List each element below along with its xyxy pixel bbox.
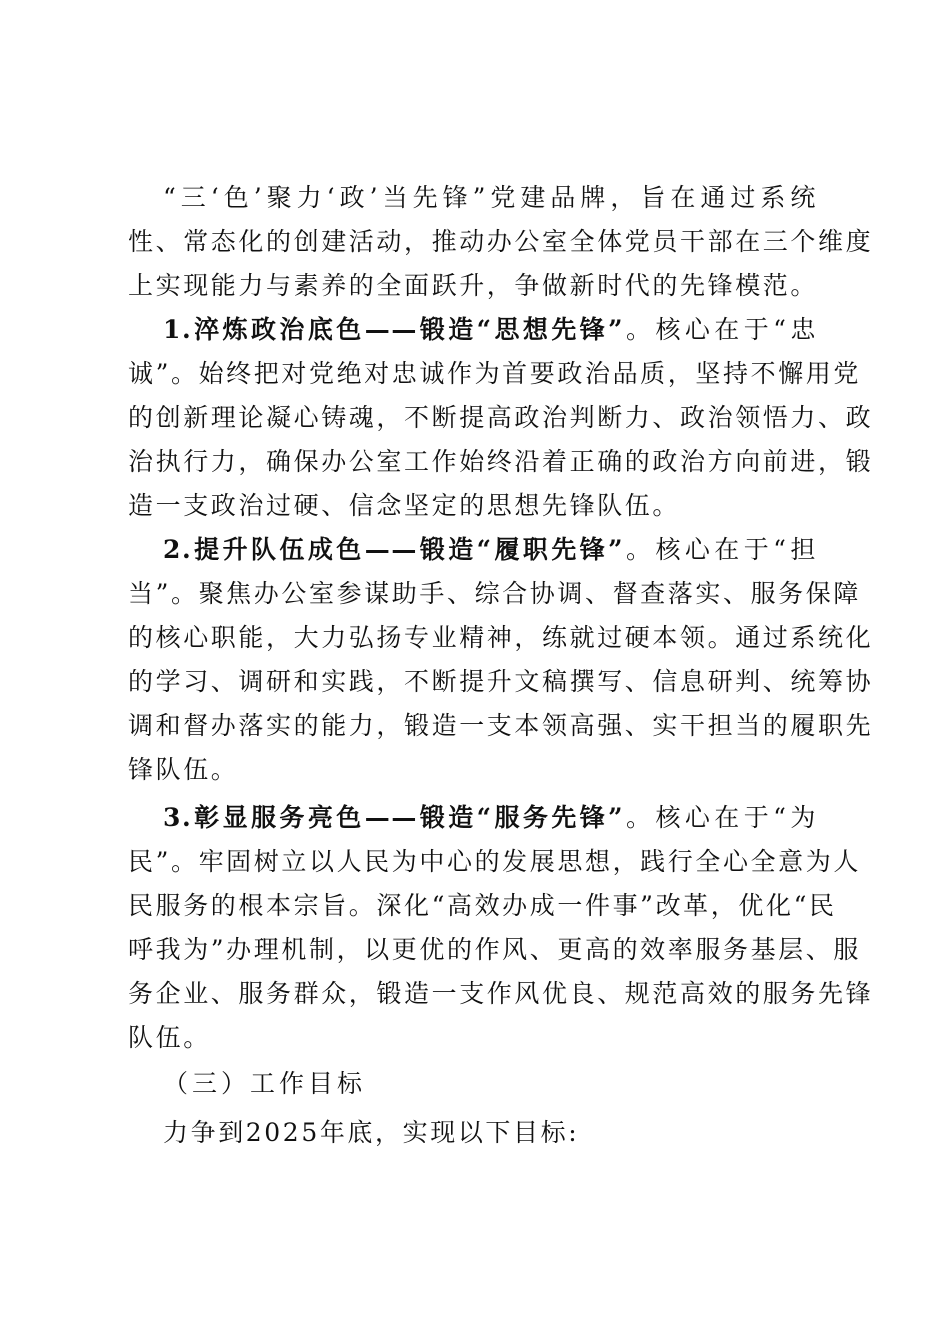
goal-line: 力争到2025年底，实现以下目标:: [163, 1118, 580, 1147]
item-1-line-1: [163, 312, 818, 348]
item-1-line-5: 造一支政治过硬、信念坚定的思想先锋队伍。: [128, 491, 681, 520]
item-2-line-5: 调和督办落实的能力，锻造一支本领高强、实干担当的履职先: [128, 711, 874, 740]
item-3-line-2: 民”。牢固树立以人民为中心的发展思想，践行全心全意为人: [128, 847, 861, 876]
item-3-line-6: 队伍。: [128, 1023, 211, 1052]
item-2-line-1: [163, 532, 818, 568]
item-1-line-1-rest: 。核心在于“忠: [624, 315, 818, 344]
item-2-line-2: 当”。聚焦办公室参谋助手、综合协调、督查落实、服务保障: [128, 579, 861, 608]
intro-line-3: 上实现能力与素养的全面跃升，争做新时代的先锋模范。: [128, 271, 819, 300]
item-1-heading: 1.淬炼政治底色——锻造“思想先锋”: [163, 315, 625, 344]
item-3-line-4: 呼我为”办理机制，以更优的作风、更高的效率服务基层、服: [128, 935, 861, 964]
intro-line-1: “三‘色’聚力‘政’当先锋”党建品牌，旨在通过系统: [163, 183, 818, 212]
intro-line-2: 性、常态化的创建活动，推动办公室全体党员干部在三个维度: [128, 227, 874, 256]
item-1-line-4: 治执行力，确保办公室工作始终沿着正确的政治方向前进，锻: [128, 447, 874, 476]
item-2-line-3: 的核心职能，大力弘扬专业精神，练就过硬本领。通过系统化: [128, 623, 874, 652]
item-3-line-5: 务企业、服务群众，锻造一支作风优良、规范高效的服务先锋: [128, 979, 874, 1008]
item-2-line-4: 的学习、调研和实践，不断提升文稿撰写、信息研判、统筹协: [128, 667, 874, 696]
item-3-line-3: 民服务的根本宗旨。深化“高效办成一件事”改革，优化“民: [128, 891, 837, 920]
item-3-heading: 3.彰显服务亮色——锻造“服务先锋”: [163, 803, 625, 832]
item-1-line-2: 诚”。始终把对党绝对忠诚作为首要政治品质，坚持不懈用党: [128, 359, 861, 388]
section-heading: （三）工作目标: [163, 1069, 367, 1098]
item-3-line-1-rest: 。核心在于“为: [624, 803, 818, 832]
item-2-line-6: 锋队伍。: [128, 755, 239, 784]
item-2-heading: 2.提升队伍成色——锻造“履职先锋”: [163, 535, 625, 564]
item-2-line-1-rest: 。核心在于“担: [624, 535, 818, 564]
item-1-line-3: 的创新理论凝心铸魂，不断提高政治判断力、政治领悟力、政: [128, 403, 874, 432]
item-3-line-1: [163, 800, 818, 836]
